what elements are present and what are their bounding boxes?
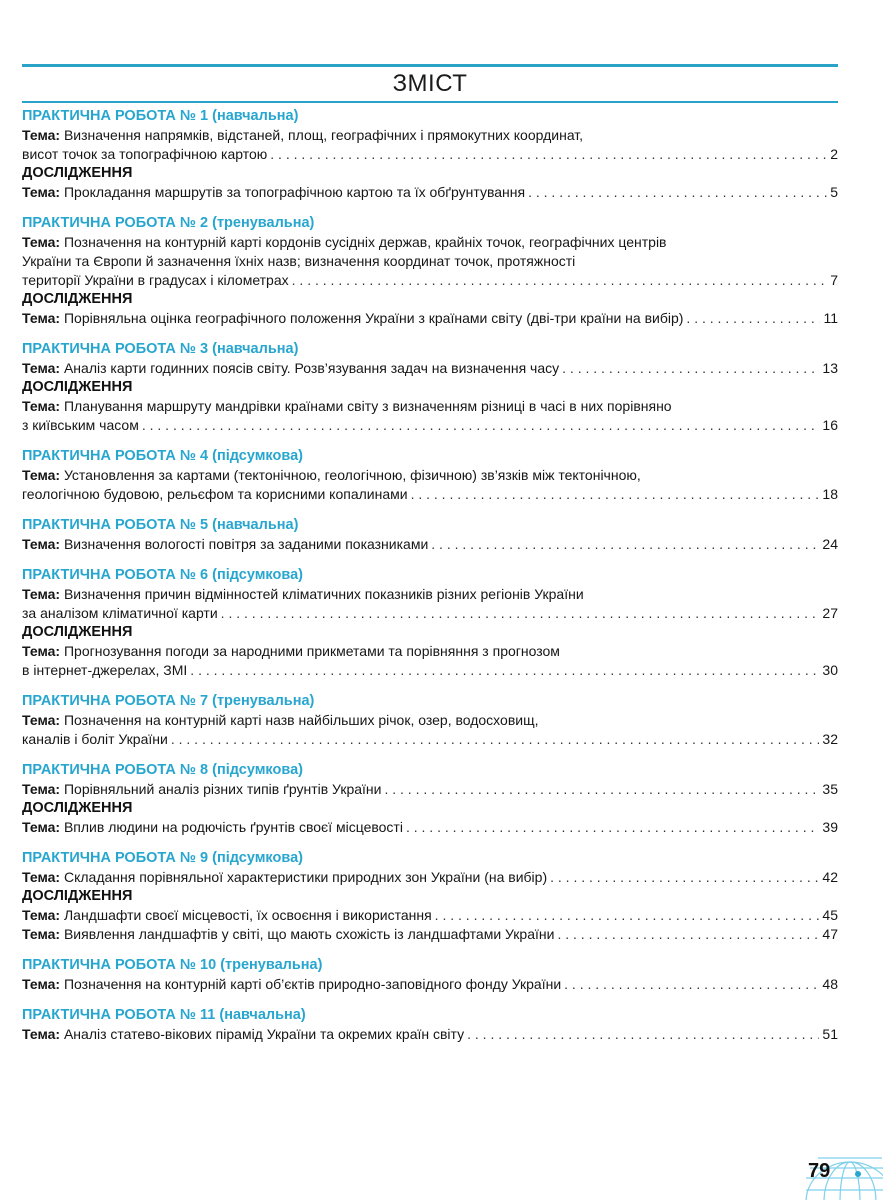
entry-page-number: 47	[822, 926, 838, 942]
entry-text: каналів і боліт України	[22, 731, 168, 747]
section-heading: ПРАКТИЧНА РОБОТА № 11 (навчальна)	[22, 1007, 306, 1023]
entry-line	[22, 585, 838, 604]
entry-text: України та Європи й зазначення їхніх назв; визначення координат точок, протяжності	[22, 253, 576, 269]
topic-label: Тема:	[22, 976, 61, 992]
entry-page-number: 18	[822, 486, 838, 502]
toc-section	[22, 340, 838, 435]
leader-dots	[384, 780, 819, 799]
entry-text-wrap	[22, 975, 561, 994]
entry-text-wrap	[22, 485, 408, 504]
topic-label: Тема:	[22, 536, 61, 552]
leader-dots	[528, 183, 827, 202]
entry-last-line	[22, 485, 838, 504]
entry-text-wrap	[22, 661, 187, 680]
section-heading: ПРАКТИЧНА РОБОТА № 4 (підсумкова)	[22, 448, 303, 464]
toc-entry	[22, 780, 838, 799]
entry-last-line	[22, 309, 838, 328]
entry-text: за аналізом кліматичної карти	[22, 605, 218, 621]
leader-dots	[431, 535, 819, 554]
entry-last-line	[22, 604, 838, 623]
entry-text: Складання порівняльної характеристики природних зон України (на вибір)	[63, 869, 548, 885]
leader-dots	[435, 906, 820, 925]
leader-dots	[562, 359, 819, 378]
toc-entry	[22, 642, 838, 680]
entry-last-line	[22, 661, 838, 680]
topic-label: Тема:	[22, 360, 61, 376]
toc-list	[22, 107, 838, 1056]
entry-text-wrap	[22, 271, 289, 290]
toc-entry	[22, 397, 838, 435]
toc-entry	[22, 466, 838, 504]
entry-text: Визначення причин відмінностей кліматичних показників різних регіонів України	[63, 586, 584, 602]
toc-entry	[22, 585, 838, 623]
toc-entry	[22, 975, 838, 994]
entry-text: Аналіз статево-вікових пірамід України та окремих країн світу	[63, 1026, 465, 1042]
leader-dots	[292, 271, 828, 290]
entry-text-wrap	[22, 868, 547, 887]
entry-text-wrap	[22, 416, 139, 435]
entry-text: Виявлення ландшафтів у світі, що мають схожість із ландшафтами України	[63, 926, 555, 942]
entry-text: Планування маршруту мандрівки країнами світу з визначенням різниці в часі в них порівняно	[63, 398, 672, 414]
entry-text-wrap	[22, 925, 554, 944]
section-heading: ПРАКТИЧНА РОБОТА № 2 (тренувальна)	[22, 215, 315, 231]
entry-page-number: 35	[822, 781, 838, 797]
leader-dots	[686, 309, 820, 328]
topic-label: Тема:	[22, 907, 61, 923]
entry-page-number: 24	[822, 536, 838, 552]
toc-entry	[22, 535, 838, 554]
toc-entry	[22, 183, 838, 202]
page-number: 79	[808, 1160, 831, 1182]
toc-entry	[22, 309, 838, 328]
entry-text: Порівняльна оцінка географічного положення України з країнами світу (дві-три країни на вибір)	[63, 310, 684, 326]
topic-label: Тема:	[22, 926, 61, 942]
research-heading: ДОСЛІДЖЕННЯ	[22, 624, 133, 640]
entry-text-wrap	[22, 780, 381, 799]
toc-entry	[22, 233, 838, 290]
leader-dots	[406, 818, 819, 837]
leader-dots	[190, 661, 819, 680]
entry-text: з київським часом	[22, 417, 139, 433]
topic-label: Тема:	[22, 467, 61, 483]
entry-line	[22, 126, 838, 145]
entry-last-line	[22, 780, 838, 799]
toc-section	[22, 761, 838, 837]
entry-last-line	[22, 975, 838, 994]
entry-text: Аналіз карти годинних поясів світу. Розв’язування задач на визначення часу	[63, 360, 560, 376]
entry-page-number: 32	[822, 731, 838, 747]
toc-section	[22, 107, 838, 202]
research-heading: ДОСЛІДЖЕННЯ	[22, 888, 133, 904]
entry-text: Порівняльний аналіз різних типів ґрунтів України	[63, 781, 382, 797]
toc-entry	[22, 906, 838, 925]
entry-last-line	[22, 868, 838, 887]
toc-entry	[22, 711, 838, 749]
page-title: ЗМІСТ	[392, 70, 468, 97]
entry-last-line	[22, 818, 838, 837]
entry-text: Прогнозування погоди за народними прикметами та порівняння з прогнозом	[63, 643, 560, 659]
toc-section	[22, 692, 838, 749]
toc-section	[22, 1006, 838, 1044]
entry-text: Установлення за картами (тектонічною, геологічною, фізичною) зв’язків між тектонічною,	[63, 467, 641, 483]
leader-dots	[411, 485, 820, 504]
entry-text: Визначення вологості повітря за заданими показниками	[63, 536, 429, 552]
entry-page-number: 30	[822, 662, 838, 678]
top-rule	[22, 64, 838, 67]
entry-text-wrap	[22, 535, 428, 554]
topic-label: Тема:	[22, 184, 61, 200]
entry-last-line	[22, 925, 838, 944]
entry-text: Ландшафти своєї місцевості, їх освоєння і використання	[63, 907, 432, 923]
entry-page-number: 5	[830, 184, 838, 200]
entry-last-line	[22, 183, 838, 202]
entry-page-number: 11	[823, 310, 838, 326]
section-heading: ПРАКТИЧНА РОБОТА № 10 (тренувальна)	[22, 957, 323, 973]
entry-page-number: 16	[822, 417, 838, 433]
entry-page-number: 2	[830, 146, 838, 162]
leader-dots	[550, 868, 819, 887]
toc-entry	[22, 126, 838, 164]
entry-text: Позначення на контурній карті назв найбільших річок, озер, водосховищ,	[63, 712, 539, 728]
entry-text: висот точок за топографічною картою	[22, 146, 268, 162]
leader-dots	[171, 730, 820, 749]
topic-label: Тема:	[22, 643, 61, 659]
entry-text: території України в градусах і кілометрах	[22, 272, 289, 288]
entry-text: в інтернет-джерелах, ЗМІ	[22, 662, 188, 678]
topic-label: Тема:	[22, 869, 61, 885]
section-heading: ПРАКТИЧНА РОБОТА № 6 (підсумкова)	[22, 567, 303, 583]
entry-last-line	[22, 359, 838, 378]
leader-dots	[467, 1025, 819, 1044]
entry-page-number: 48	[822, 976, 838, 992]
entry-text: Визначення напрямків, відстаней, площ, географічних і прямокутних координат,	[63, 127, 584, 143]
entry-text-wrap	[22, 359, 559, 378]
entry-page-number: 27	[822, 605, 838, 621]
toc-section	[22, 956, 838, 994]
leader-dots	[142, 416, 820, 435]
entry-text-wrap	[22, 145, 267, 164]
entry-text-wrap	[22, 1025, 464, 1044]
entry-text-wrap	[22, 906, 432, 925]
entry-text: Позначення на контурній карті об’єктів природно-заповідного фонду України	[63, 976, 562, 992]
entry-page-number: 7	[830, 272, 838, 288]
entry-page-number: 45	[822, 907, 838, 923]
entry-text-wrap	[22, 183, 525, 202]
section-heading: ПРАКТИЧНА РОБОТА № 7 (тренувальна)	[22, 693, 315, 709]
entry-page-number: 39	[822, 819, 838, 835]
entry-line	[22, 642, 838, 661]
section-heading: ПРАКТИЧНА РОБОТА № 5 (навчальна)	[22, 517, 299, 533]
toc-entry	[22, 868, 838, 887]
entry-text-wrap	[22, 309, 683, 328]
topic-label: Тема:	[22, 712, 61, 728]
toc-entry	[22, 359, 838, 378]
leader-dots	[270, 145, 827, 164]
entry-page-number: 42	[822, 869, 838, 885]
entry-last-line	[22, 535, 838, 554]
entry-line	[22, 233, 838, 252]
entry-last-line	[22, 730, 838, 749]
entry-page-number: 13	[822, 360, 838, 376]
entry-last-line	[22, 145, 838, 164]
entry-text: геологічною будовою, рельєфом та корисними копалинами	[22, 486, 408, 502]
entry-line	[22, 466, 838, 485]
research-heading: ДОСЛІДЖЕННЯ	[22, 379, 133, 395]
entry-last-line	[22, 416, 838, 435]
toc-section	[22, 447, 838, 504]
entry-last-line	[22, 906, 838, 925]
toc-section	[22, 214, 838, 328]
toc-entry	[22, 818, 838, 837]
section-heading: ПРАКТИЧНА РОБОТА № 3 (навчальна)	[22, 341, 299, 357]
topic-label: Тема:	[22, 398, 61, 414]
topic-label: Тема:	[22, 586, 61, 602]
title-rule	[22, 101, 838, 103]
entry-line	[22, 397, 838, 416]
entry-line	[22, 252, 838, 271]
leader-dots	[564, 975, 819, 994]
toc-entry	[22, 925, 838, 944]
topic-label: Тема:	[22, 781, 61, 797]
entry-text: Позначення на контурній карті кордонів сусідніх держав, крайніх точок, географічних центрів	[63, 234, 667, 250]
section-heading: ПРАКТИЧНА РОБОТА № 1 (навчальна)	[22, 108, 299, 124]
section-heading: ПРАКТИЧНА РОБОТА № 9 (підсумкова)	[22, 850, 303, 866]
topic-label: Тема:	[22, 819, 61, 835]
toc-section	[22, 516, 838, 554]
topic-label: Тема:	[22, 234, 61, 250]
entry-last-line	[22, 1025, 838, 1044]
toc-section	[22, 566, 838, 680]
research-heading: ДОСЛІДЖЕННЯ	[22, 800, 133, 816]
entry-text: Прокладання маршрутів за топографічною картою та їх обґрунтування	[63, 184, 526, 200]
toc-entry	[22, 1025, 838, 1044]
topic-label: Тема:	[22, 310, 61, 326]
leader-dots	[221, 604, 820, 623]
entry-text-wrap	[22, 604, 218, 623]
entry-text-wrap	[22, 730, 168, 749]
entry-last-line	[22, 271, 838, 290]
entry-text: Вплив людини на родючість ґрунтів своєї місцевості	[63, 819, 403, 835]
research-heading: ДОСЛІДЖЕННЯ	[22, 291, 133, 307]
research-heading: ДОСЛІДЖЕННЯ	[22, 165, 133, 181]
topic-label: Тема:	[22, 1026, 61, 1042]
entry-text-wrap	[22, 818, 403, 837]
topic-label: Тема:	[22, 127, 61, 143]
toc-section	[22, 849, 838, 944]
leader-dots	[557, 925, 819, 944]
section-heading: ПРАКТИЧНА РОБОТА № 8 (підсумкова)	[22, 762, 303, 778]
entry-line	[22, 711, 838, 730]
entry-page-number: 51	[822, 1026, 838, 1042]
